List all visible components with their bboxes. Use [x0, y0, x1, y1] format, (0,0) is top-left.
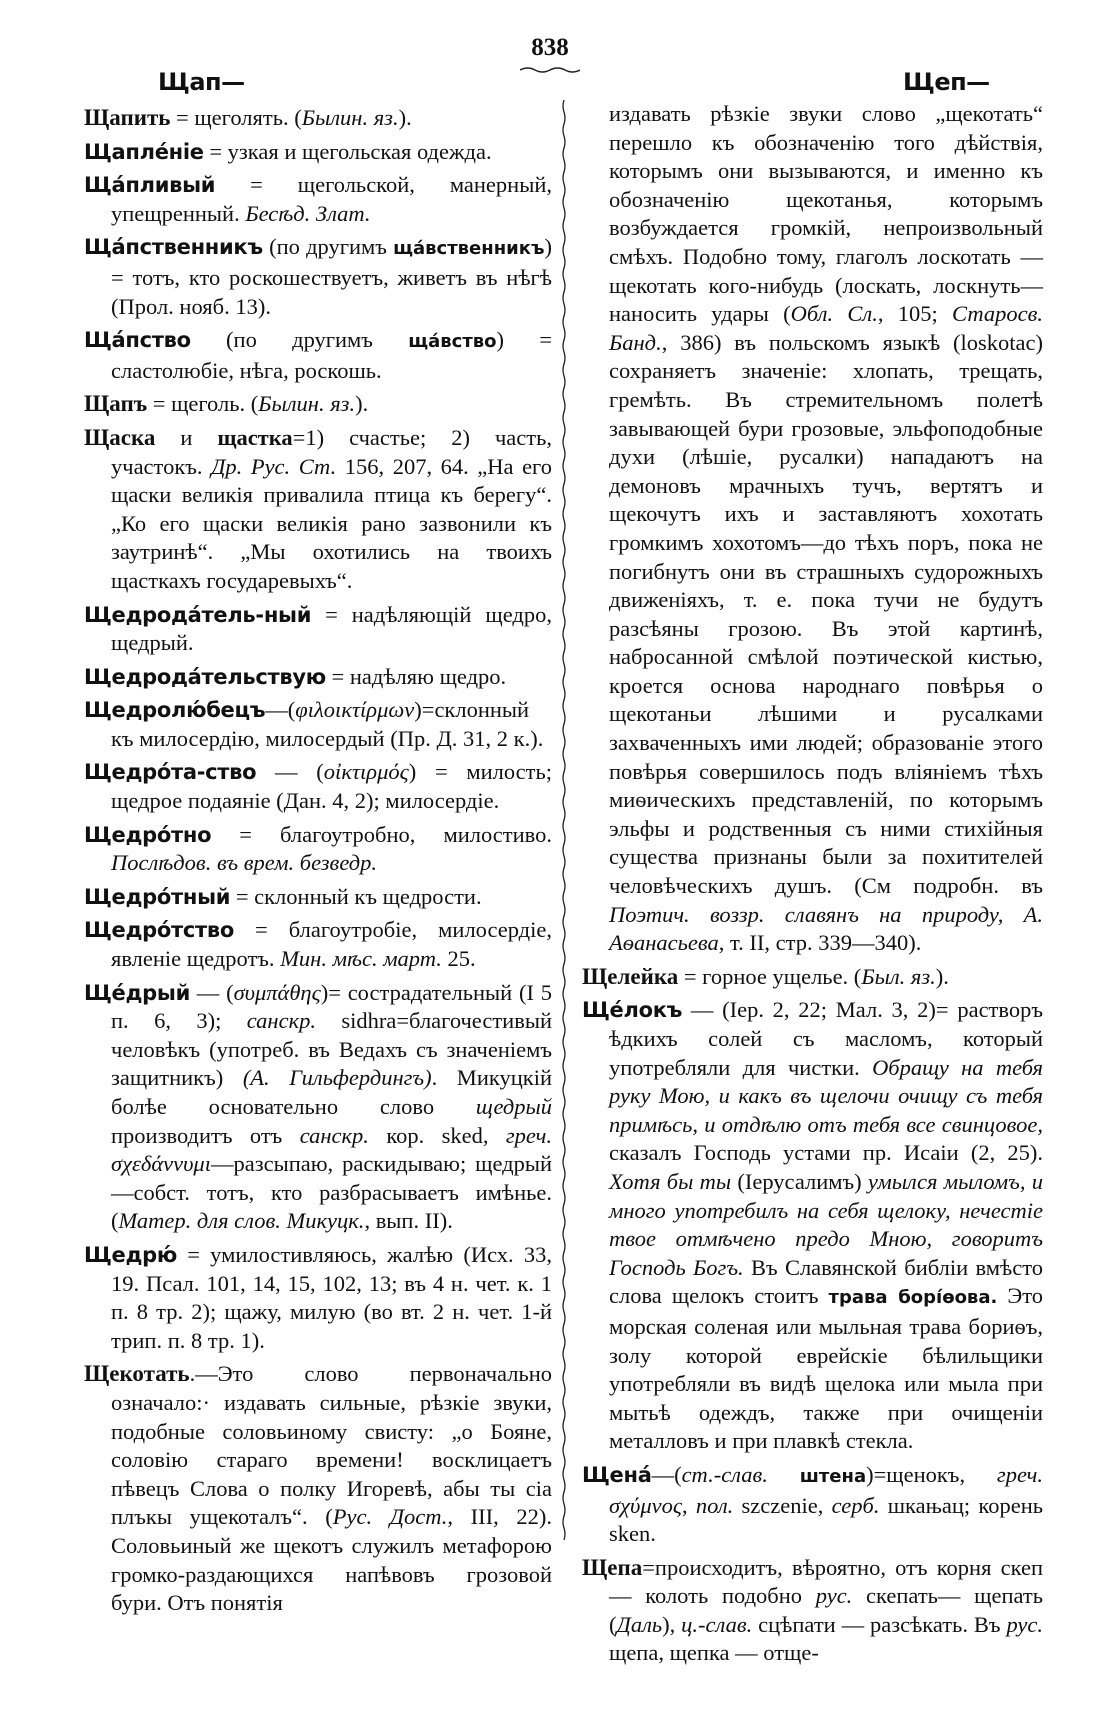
headword: Щапъ — [84, 391, 148, 417]
headword: Ще́дрый — [84, 980, 190, 1005]
italic-text: Мин. мѣс. март. — [280, 946, 442, 972]
right-column — [582, 100, 1043, 1673]
entry-text: шкањац; корень sken. — [609, 1492, 1044, 1547]
dictionary-entry — [84, 390, 552, 419]
entry-text: щепа, щепка — отще- — [609, 1640, 819, 1666]
entry-text: ) = тотъ, кто роскошествуетъ, живетъ въ нѣгѣ (Прол. нояб. 13). — [111, 234, 552, 319]
italic-text: Былин. яз. — [258, 391, 356, 417]
italic-text: Др. Рус. Ст. — [211, 453, 337, 479]
italic-text: συμπάθης — [233, 979, 321, 1005]
entry-text: = узкая и щегольская одежда. — [203, 138, 492, 164]
headword: Ща́пливый — [84, 173, 216, 198]
left-column — [84, 104, 552, 1623]
headword: Щена́ — [582, 1462, 652, 1487]
entry-text: = щеголять. ( — [170, 105, 302, 130]
italic-text: οἰκτιρμός — [323, 759, 409, 785]
entry-text: —разсыпаю, раскидываю; щедрый—собст. тотъ, кто разбрасываетъ имѣнье. ( — [111, 1151, 552, 1234]
entry-text: )=щенокъ, — [866, 1461, 997, 1487]
dictionary-entry — [84, 821, 552, 878]
headword: Щедрода́тельствую — [84, 664, 326, 689]
headword: Щекотать — [84, 1361, 190, 1387]
entry-text: , 105; — [877, 301, 952, 327]
dictionary-entry — [84, 104, 552, 133]
dictionary-entry — [84, 601, 552, 658]
slavonic-text: ща́вство — [408, 331, 497, 353]
italic-text: греч. σχεδάννυμι — [111, 1122, 552, 1177]
entry-text: = надѣляющій щедро, щедрый. — [111, 601, 552, 656]
italic-text: Рус. Дост. — [332, 1504, 448, 1530]
entry-text: (по другимъ — [190, 327, 409, 353]
dictionary-entry — [84, 883, 552, 912]
italic-text: ц.-слав. — [681, 1611, 753, 1637]
dictionary-entry — [582, 963, 1043, 992]
italic-text: санскр. — [299, 1122, 369, 1148]
italic-text: Бесѣд. Злат. — [245, 200, 371, 226]
entry-text: , III, 22). Соловьиный же щекотъ служилъ метафорою громко-раздающихся напѣвовъ грозовой бури. Отъ понятія — [111, 1504, 552, 1616]
entry-text: )=склонный къ милосердію, милосердый (Пр. Д. 31, 2 к.). — [111, 697, 544, 751]
entry-text: , 386) въ польскомъ языкѣ (loskotac) сохраняетъ значеніе: хлопать, трещать, гремѣть. Въ стремительномъ полетѣ завывающей бури грозовые, эльфоподобные духи (лѣшіе, русалки) нападаютъ на демоновъ мрачныхъ тучъ, вертятъ и щекочутъ ихъ и заставляютъ хохотать громкимъ хохотомъ—до тѣхъ поръ, пока не погибнутъ они въ страшныхъ судорожныхъ движеніяхъ, т. е. пока тучи не будутъ разсѣяны грозою. Въ этой картинѣ, набросанной смѣлой поэтической кистью, кроется основа народнаго повѣрья о щекотаньи лѣшими и русалками захваченныхъ ими людей; образованіе этого повѣрья совершилось подъ вліяніемъ тѣхъ миѳическихъ представленій, по которымъ эльфы и родственныя съ ними стихійныя существа признаны были за похитителей человѣческихъ душъ. (См подробн. въ — [609, 329, 1043, 899]
entry-text: кор. sked, — [368, 1122, 506, 1148]
headword: Ще́локъ — [582, 998, 683, 1023]
entry-text: = благоутробно, милостиво. — [211, 821, 552, 847]
italic-text: щедрый — [475, 1094, 552, 1119]
entry-text: — ( — [189, 979, 234, 1005]
italic-text: рус. — [1006, 1611, 1043, 1637]
dictionary-entry — [84, 758, 552, 815]
entry-text: , т. II, стр. 339—340). — [718, 930, 922, 956]
entry-text: сцѣпати — разсѣкать. Въ — [752, 1611, 1007, 1637]
entry-text — [768, 1462, 800, 1487]
dictionary-entry — [582, 996, 1043, 1456]
dictionary-entry — [84, 696, 552, 753]
entry-text: 25. — [441, 946, 476, 972]
entry-text: производитъ отъ — [111, 1122, 300, 1148]
italic-text: умылся мыломъ, и много употребилъ на себя щелоку, нечестіе твое отмѣчено предо Мною, говоритъ Господь Богъ. — [609, 1168, 1043, 1280]
italic-text: Даль — [616, 1611, 663, 1637]
entry-text: .—Это слово первоначально означало:· издавать сильные, рѣзкіе звуки, подобные соловьиному свисту: „о Бояне, соловію стараго времени! восклицаетъ пѣвецъ Слова о полку Игоревѣ, абы ты сіа плъкы ущекоталъ“. ( — [111, 1361, 552, 1530]
entry-text: = умилостивляюсь, жалѣю (Исх. 33, 19. Псал. 101, 14, 15, 102, 13; въ 4 н. чет. к. 1 п. 8 тр. 2); щажу, милую (во вт. 2 н. чет. 1-й трип. п. 8 тр. 1). — [111, 1241, 552, 1353]
dictionary-entry — [84, 233, 552, 321]
entry-text: =происходитъ, вѣроятно, отъ корня скеп — колоть подобно — [609, 1554, 1043, 1609]
entry-text: )= сострадательный (I 5 п. 6, 3); — [111, 979, 552, 1034]
dictionary-entry — [84, 138, 552, 167]
entry-text: sidhra=благочестивый человѣкъ (употреб. въ Ведахъ съ значеніемъ защитникъ) — [111, 1008, 552, 1091]
page-number: 838 — [531, 34, 569, 61]
italic-text: Былин. яз. — [301, 105, 399, 130]
italic-text: пол. — [695, 1492, 734, 1518]
entry-text: . Микуцкій болѣе основательно слово — [111, 1065, 552, 1119]
entry-text: сказалъ Господь устами пр. Исаіи (2, 25). — [609, 1140, 1043, 1166]
entry-text: (Іерусалимъ) — [731, 1168, 868, 1194]
headword: Щедро́тно — [84, 822, 212, 847]
headword: Щедро́тный — [84, 884, 231, 909]
italic-text: Матер. для слов. Микуцк. — [118, 1208, 365, 1234]
italic-text: (А. Гильфердингъ) — [242, 1065, 432, 1091]
dictionary-entry — [84, 326, 552, 385]
entry-text: = склонный къ щедрости. — [230, 883, 482, 909]
dictionary-entry — [84, 979, 552, 1236]
italic-text: φιλοικτίρμων — [295, 697, 415, 723]
entry-text: —( — [265, 697, 296, 723]
headword: Щепа — [582, 1554, 643, 1580]
entry-text: ). — [355, 391, 369, 417]
entry-text: ). — [398, 105, 412, 130]
bold-text: щастка — [217, 424, 293, 450]
entry-text: , — [681, 1492, 696, 1518]
dictionary-entry — [582, 1461, 1043, 1549]
headword: Ща́пство — [84, 328, 191, 353]
entry-text: = горное ущелье. ( — [678, 963, 862, 989]
running-head-left: Щап— — [158, 68, 245, 96]
italic-text: Был. яз. — [861, 963, 936, 989]
running-head-right: Щеп— — [903, 68, 990, 96]
italic-text: Хотя бы ты — [609, 1168, 732, 1194]
entry-text: ). — [935, 963, 949, 989]
headword: Щапить — [84, 105, 171, 130]
entry-text: —( — [651, 1461, 682, 1487]
entry-text: Въ Славянской библіи вмѣсто слова щелокъ стоитъ — [609, 1254, 1043, 1309]
headword: Щедро́тство — [84, 918, 235, 943]
italic-text: Поэтич. воззр. славянъ на природу, А. Аѳанасьева — [609, 901, 1043, 956]
entry-text: скепать— щепать ( — [609, 1583, 1043, 1637]
entry-text: (по другимъ — [262, 234, 394, 260]
italic-text: ст.-слав. — [681, 1461, 768, 1487]
entry-text: = щегольской, манерный, упещренный. — [111, 172, 552, 226]
headword: Ща́пственникъ — [84, 235, 263, 260]
italic-text: серб. — [831, 1492, 880, 1518]
entry-text: Это морская соленая или мыльная трава бориѳъ, золу которой еврейскіе бѣлильщики употребляли въ видѣ щелока или мыла при мытьѣ одеждъ, также при очищеніи металловъ и при плавкѣ стекла. — [609, 1283, 1043, 1454]
entry-text: = надѣляю щедро. — [325, 663, 507, 689]
entry-text: =1) счастье; 2) часть, участокъ. — [111, 424, 553, 479]
headword: Щедролю́бецъ — [84, 698, 266, 723]
entry-text: szczenie, — [733, 1492, 832, 1518]
dictionary-entry — [84, 1360, 552, 1617]
headword: Щелейка — [582, 963, 679, 989]
entry-text: ) = милость; щедрое подаяніе (Дан. 4, 2); милосердіе. — [111, 759, 552, 814]
dictionary-entry — [582, 1554, 1043, 1668]
italic-text: рус. — [815, 1583, 853, 1609]
headword: Щедрю́ — [84, 1242, 177, 1267]
headword: Щедрода́тель-ный — [84, 602, 312, 627]
column-divider — [558, 100, 570, 1545]
dictionary-entry — [582, 100, 1043, 958]
dictionary-entry — [84, 1241, 552, 1355]
headword: Щаска — [84, 424, 156, 450]
slavonic-text: штена — [799, 1465, 867, 1487]
entry-text: — ( — [256, 759, 324, 785]
entry-text: ), — [662, 1611, 682, 1637]
entry-text: и — [155, 424, 218, 450]
italic-text: Послѣдов. въ врем. безведр. — [111, 850, 378, 876]
italic-text: санскр. — [246, 1008, 316, 1034]
entry-text: — (Іер. 2, 22; Мал. 3, 2)= растворъ ѣдкихъ солей съ масломъ, который употребляли для чистки. — [609, 997, 1043, 1080]
headword: Щапле́ніе — [84, 139, 204, 164]
headword: Щедро́та-ство — [84, 760, 257, 785]
entry-text: , вып. II). — [364, 1208, 453, 1234]
italic-text: Обращу на тебя руку Мою, и какъ въ щелочи очищу съ тебя примѣсь, и отдѣлю отъ тебя все свинцовое, — [609, 1054, 1043, 1137]
italic-text: Обл. Сл. — [790, 301, 878, 327]
entry-text: = щеголь. ( — [147, 391, 259, 417]
entry-text: = благоутробіе, милосердіе, явленіе щедротъ. — [111, 917, 552, 972]
entry-text: издавать рѣзкіе звуки слово „щекотать“ перешло къ обозначенію того дѣйствія, которымъ они вызываются, и именно къ обозначенію щекотанья, которымъ возбуждается громкій, непроизвольный смѣхъ. Подобно тому, глаголъ лоскотать — щекотать кого-нибудь (лоскать, лоскнуть— наносить удары ( — [609, 101, 1043, 327]
dictionary-entry — [84, 916, 552, 973]
slavonic-text: ща́вственникъ — [393, 238, 545, 260]
dictionary-entry — [84, 424, 552, 596]
italic-text: греч. σχύμνος — [609, 1461, 1043, 1518]
dictionary-entry — [84, 171, 552, 228]
dictionary-entry — [84, 663, 552, 692]
entry-text: ) = сластолюбіе, нѣга, роскошь. — [111, 327, 553, 383]
page-number-flourish — [520, 66, 580, 74]
italic-text: Старосв. Банд. — [609, 301, 1043, 355]
slavonic-text: трава борі́ѳова. — [828, 1287, 998, 1309]
entry-text: 156, 207, 64. „На его щаски великія привалила птица къ берегу“. „Ко его щаски великія рано зазвонили къ заутринѣ“. „Мы охотились на твоихъ щасткахъ государевыхъ“. — [111, 453, 552, 593]
